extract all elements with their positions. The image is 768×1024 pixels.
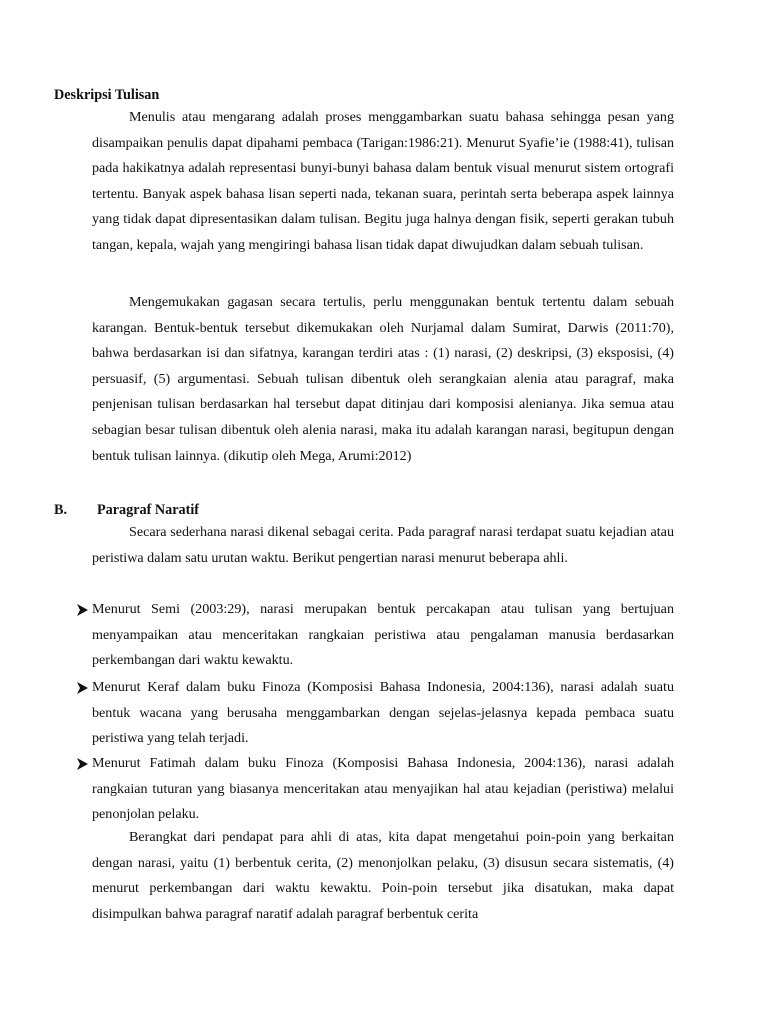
bullet-text-keraf: Menurut Keraf dalam buku Finoza (Komposisi Bahasa Indonesia, 2004:136), narasi adalah suatu bentuk wacana yang berusaha menggambarkan dengan sejelas-jelasnya kepada pembaca suatu peristiwa yang telah terjadi.: [92, 679, 674, 747]
bullet-text-semi: Menurut Semi (2003:29), narasi merupakan bentuk percakapan atau tulisan yang bertujuan menyampaikan atau menceritakan rangkaian peristiwa atau pengalaman manusia berdasarkan perkembangan dari waktu kewaktu.: [92, 601, 674, 669]
section-title-paragraf-naratif: Paragraf Naratif: [97, 502, 200, 518]
paragraph-mengemukakan: Mengemukakan gagasan secara tertulis, perlu menggunakan bentuk tertentu dalam sebuah karangan. Bentuk-bentuk tersebut dikemukakan oleh Nurjamal dalam Sumirat, Darwis (2011:70), bahwa berdasarkan isi dan sifatnya, karangan terdiri atas : (1) narasi, (2) deskripsi, (3) eksposisi, (4) persuasif, (5) argumentasi. Sebuah tulisan dibentuk oleh serangkaian alenia atau paragraf, maka penjenisan tulisan berdasarkan hal tersebut dapat ditinjau dari komposisi alenianya. Jika semua atau sebagian besar tulisan dibentuk oleh alenia narasi, maka itu adalah karangan narasi, begitupun dengan bentuk tulisan lainnya. (dikutip oleh Mega, Arumi:2012): [92, 294, 674, 464]
section-heading-deskripsi: Deskripsi Tulisan: [54, 87, 160, 103]
bullet-text-fatimah: Menurut Fatimah dalam buku Finoza (Komposisi Bahasa Indonesia, 2004:136), narasi adalah rangkaian tuturan yang biasanya menceritakan atau menyajikan hal atau kejadian (peristiwa) melalui penonjolan pelaku.: [92, 755, 674, 823]
list-item: [75, 597, 674, 674]
section-number: B.: [54, 502, 68, 518]
paragraph-menulis: Menulis atau mengarang adalah proses menggambarkan suatu bahasa sehingga pesan yang disampaikan penulis dapat dipahami pembaca (Tarigan:1986:21). Menurut Syafie’ie (1988:41), tulisan pada hakikatnya adalah representasi bunyi-bunyi bahasa dalam bentuk visual menurut sistem ortografi tertentu. Banyak aspek bahasa lisan seperti nada, tekanan suara, perintah serta beberapa aspek lainnya yang tidak dapat dipresentasikan dalam tulisan. Begitu juga halnya dengan fisik, seperti gerakan tubuh tangan, kepala, wajah yang mengiringi bahasa lisan tidak dapat diwujudkan dalam sebuah tulisan.: [92, 109, 674, 253]
list-item: [75, 751, 674, 828]
arrow-bullet-icon: [75, 757, 89, 771]
arrow-bullet-icon: [75, 603, 89, 617]
arrow-bullet-icon: [75, 681, 89, 695]
paragraph-intro-narasi: Secara sederhana narasi dikenal sebagai cerita. Pada paragraf narasi terdapat suatu kejadian atau peristiwa dalam satu urutan waktu. Berikut pengertian narasi menurut beberapa ahli.: [92, 524, 674, 566]
paragraph-berangkat: Berangkat dari pendapat para ahli di atas, kita dapat mengetahui poin-poin yang berkaitan dengan narasi, yaitu (1) berbentuk cerita, (2) menonjolkan pelaku, (3) disusun secara sistematis, (4) menurut perkembangan dari waktu kewaktu. Poin-poin tersebut jika disatukan, maka dapat disimpulkan bahwa paragraf naratif adalah paragraf berbentuk cerita: [92, 829, 674, 922]
list-item: [75, 675, 674, 752]
